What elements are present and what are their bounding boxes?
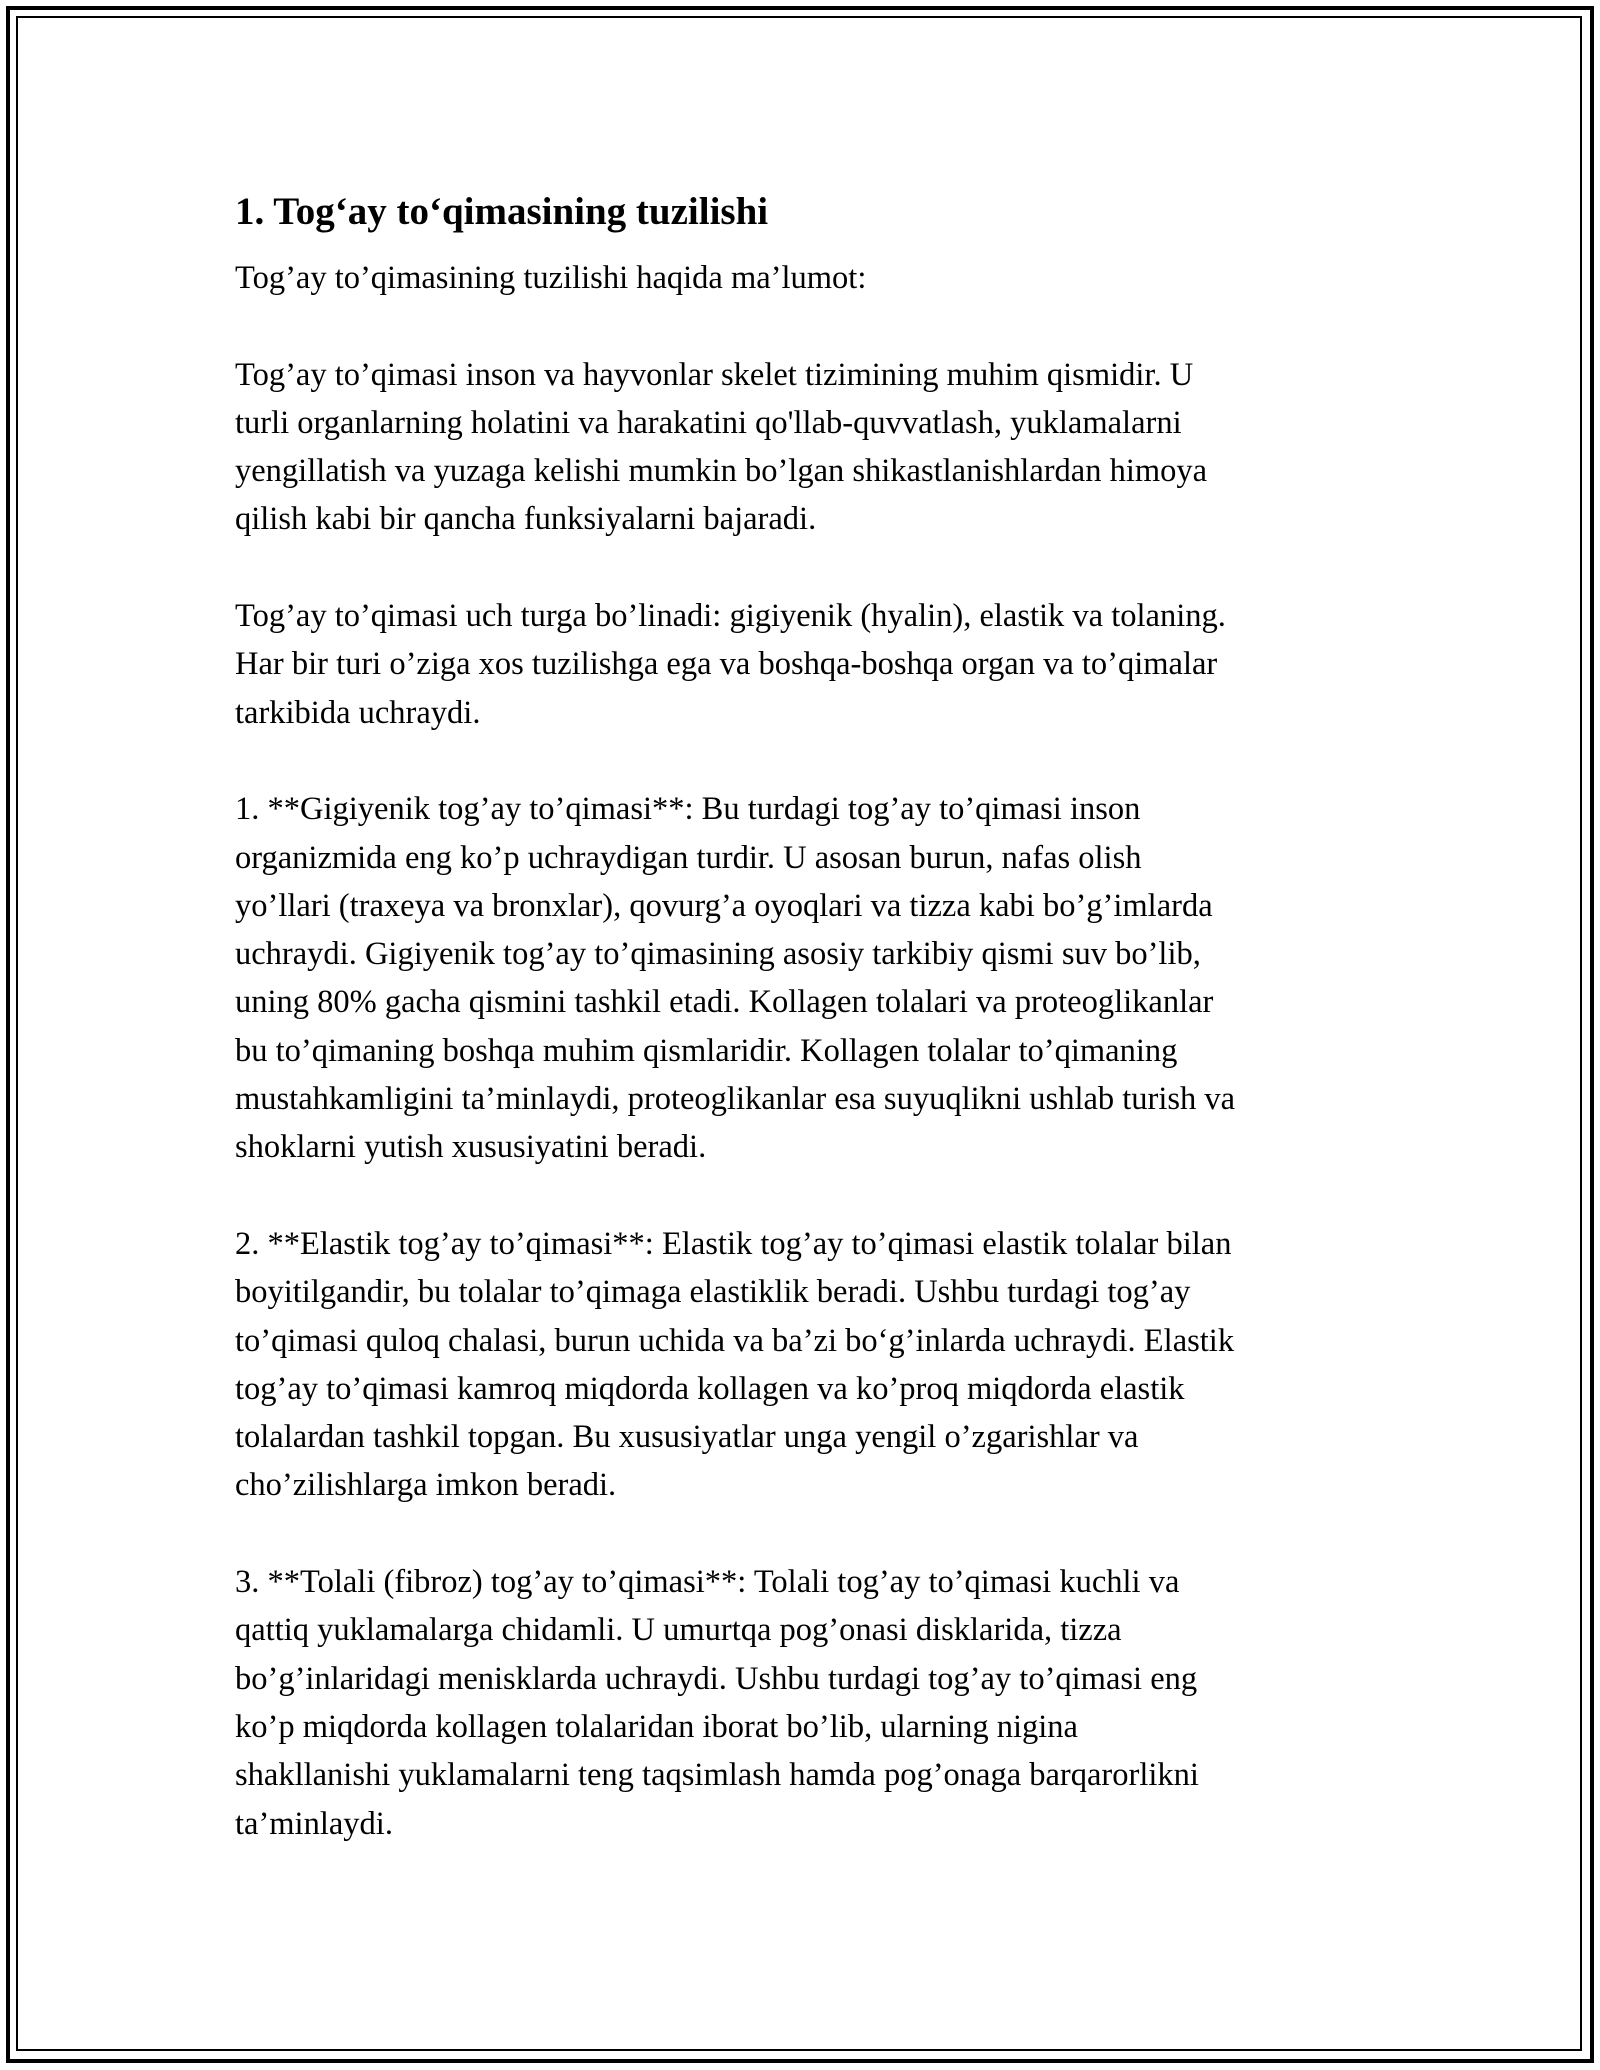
- text-line: uning 80% gacha qismini tashkil etadi. Kollagen tolalari va proteoglikanlar: [235, 984, 1214, 1021]
- text-line: qilish kabi bir qancha funksiyalarni bajaradi.: [235, 501, 817, 538]
- text-line: ta’minlaydi.: [235, 1805, 393, 1842]
- text-line: yengillatish va yuzaga kelishi mumkin bo’lgan shikastlanishlardan himoya: [235, 453, 1208, 490]
- text-line: Har bir turi o’ziga xos tuzilishga ega va boshqa-boshqa organ va to’qimalar: [235, 646, 1218, 683]
- text-line: tarkibida uchraydi.: [235, 694, 481, 731]
- text-line: Tog’ay to’qimasi inson va hayvonlar skelet tizimining muhim qismidir. U: [235, 356, 1194, 393]
- paragraph-fibrous: [235, 1558, 1370, 1848]
- text-line: 3. **Tolali (fibroz) tog’ay to’qimasi**: Tolali tog’ay to’qimasi kuchli va: [235, 1564, 1180, 1601]
- text-line: boyitilgandir, bu tolalar to’qimaga elastiklik beradi. Ushbu turdagi tog’ay: [235, 1274, 1191, 1311]
- paragraph-hyaline: [235, 785, 1370, 1171]
- paragraph-overview: [235, 351, 1370, 544]
- text-line: mustahkamligini ta’minlaydi, proteoglikanlar esa suyuqlikni ushlab turish va: [235, 1081, 1236, 1118]
- text-line: 2. **Elastik tog’ay to’qimasi**: Elastik tog’ay to’qimasi elastik tolalar bilan: [235, 1225, 1232, 1262]
- text-line: bo’g’inlaridagi menisklarda uchraydi. Ushbu turdagi tog’ay to’qimasi eng: [235, 1660, 1198, 1697]
- document-title: 1. Tog‘ay to‘qimasining tuzilishi: [235, 190, 769, 233]
- text-line: shakllanishi yuklamalarni teng taqsimlash hamda pog’onaga barqarorlikni: [235, 1757, 1199, 1794]
- text-line: tolalardan tashkil topgan. Bu xususiyatlar unga yengil o’zgarishlar va: [235, 1419, 1139, 1456]
- text-line: yo’llari (traxeya va bronxlar), qovurg’a oyoqlari va tizza kabi bo’g’imlarda: [235, 887, 1213, 924]
- text-line: ko’p miqdorda kollagen tolalaridan iborat bo’lib, ularning nigina: [235, 1708, 1078, 1745]
- document-body: [235, 184, 1370, 1896]
- text-line: tog’ay to’qimasi kamroq miqdorda kollagen va ko’proq miqdorda elastik: [235, 1370, 1185, 1407]
- text-line: qattiq yuklamalarga chidamli. U umurtqa pog’onasi disklarida, tizza: [235, 1612, 1122, 1649]
- paragraph-types: [235, 592, 1370, 737]
- text-line: shoklarni yutish xususiyatini beradi.: [235, 1129, 707, 1166]
- text-line: to’qimasi quloq chalasi, burun uchida va ba’zi bo‘g’inlarda uchraydi. Elastik: [235, 1322, 1235, 1359]
- text-line: organizmida eng ko’p uchraydigan turdir. U asosan burun, nafas olish: [235, 839, 1142, 876]
- text-line: uchraydi. Gigiyenik tog’ay to’qimasining asosiy tarkibiy qismi suv bo’lib,: [235, 936, 1201, 973]
- text-line: bu to’qimaning boshqa muhim qismlaridir. Kollagen tolalar to’qimaning: [235, 1032, 1178, 1069]
- text-line: 1. **Gigiyenik tog’ay to’qimasi**: Bu turdagi tog’ay to’qimasi inson: [235, 791, 1141, 828]
- text-line: Tog’ay to’qimasi uch turga bo’linadi: gigiyenik (hyalin), elastik va tolaning.: [235, 598, 1226, 635]
- text-line: cho’zilishlarga imkon beradi.: [235, 1467, 617, 1504]
- text-line: turli organlarning holatini va harakatini qo'llab-quvvatlash, yuklamalarni: [235, 404, 1182, 441]
- intro-paragraph: Tog’ay to’qimasining tuzilishi haqida ma’lumot:: [235, 260, 867, 296]
- paragraph-elastic: [235, 1220, 1370, 1510]
